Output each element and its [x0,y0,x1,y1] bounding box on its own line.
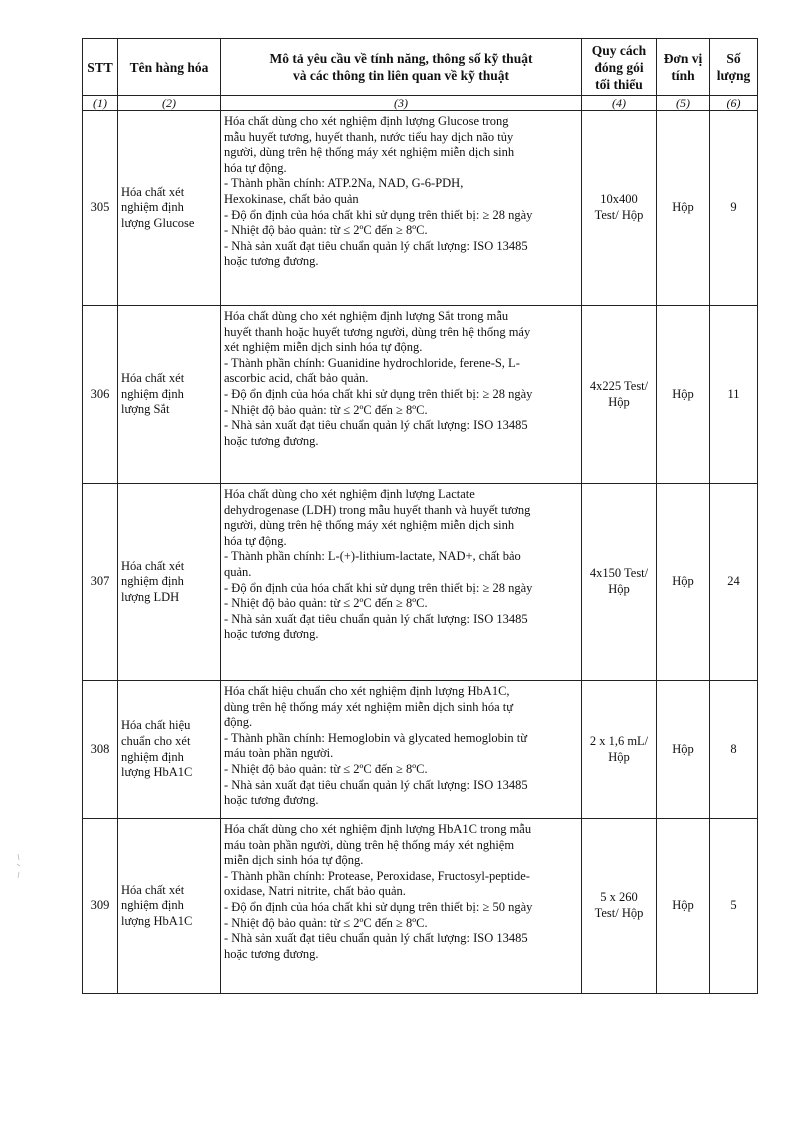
description-line: huyết thanh hoặc huyết tương người, dùng trên hệ thống máy [224,324,531,339]
description-line: - Nhà sản xuất đạt tiêu chuẩn quản lý chất lượng: ISO 13485 [224,418,528,433]
description-line: - Thành phần chính: Protease, Peroxidase, Fructosyl-peptide- [224,868,530,883]
row-item-name [118,484,221,681]
scan-artifact-mark [14,852,24,882]
description-line: người, dùng trên hệ thống máy xét nghiệm miễn dịch sinh [224,145,515,160]
row-stt: 308 [83,681,118,819]
row-unit: Hộp [657,306,710,484]
description-line: - Nhà sản xuất đạt tiêu chuẩn quản lý chất lượng: ISO 13485 [224,611,528,626]
row-unit: Hộp [657,681,710,819]
table-header-row [83,39,758,96]
description-line: hoặc tương đương. [224,946,319,961]
table-row [83,306,758,484]
description-line: dùng trên hệ thống máy xét nghiệm miễn dịch sinh hóa tự [224,699,514,714]
description-line: quản. [224,564,252,579]
header-quantity-line: lượng [716,68,751,83]
row-unit: Hộp [657,819,710,994]
description-line: hoặc tương đương. [224,433,319,448]
header-packaging [582,39,657,96]
row-description [221,306,582,484]
item-name-line: Hóa chất xét [121,882,185,897]
row-stt: 306 [83,306,118,484]
row-unit: Hộp [657,111,710,306]
header-item-name: Tên hàng hóa [118,39,221,96]
header-unit [657,39,710,96]
packaging-line: 4x225 Test/ [589,378,649,393]
description-line: - Thành phần chính: ATP.2Na, NAD, G-6-PDH, [224,176,464,191]
item-name-line: nghiệm định [121,574,184,589]
row-item-name [118,111,221,306]
item-name-line: lượng HbA1C [121,913,193,928]
row-packaging [582,681,657,819]
packaging-line: 4x150 Test/ [589,566,649,581]
packaging-line: Test/ Hộp [594,906,644,920]
row-packaging [582,484,657,681]
item-name-line: nghiệm định [121,898,184,913]
description-line: Hexokinase, chất bảo quản [224,191,359,206]
header-description-line: Mô tả yêu cầu về tính năng, thông số kỹ thuật [269,51,533,66]
item-name-line: nghiệm định [121,749,184,764]
description-line: - Độ ổn định của hóa chất khi sử dụng trên thiết bị: ≥ 28 ngày [224,207,533,222]
row-item-name [118,306,221,484]
description-line: người, dùng trên hệ thống máy xét nghiệm miễn dịch sinh [224,518,515,533]
description-line: hóa tự động. [224,533,287,548]
packaging-line: 5 x 260 [600,890,638,905]
header-stt: STT [83,39,118,96]
description-line: - Nhà sản xuất đạt tiêu chuẩn quản lý chất lượng: ISO 13485 [224,931,528,946]
row-packaging [582,306,657,484]
description-line: - Nhiệt độ bảo quản: từ ≤ 2ºC đến ≥ 8ºC. [224,402,428,417]
table-row [83,819,758,994]
description-line: máu toàn phần người, dùng trên hệ thống máy xét nghiệm [224,837,515,852]
row-unit: Hộp [657,484,710,681]
item-name-line: chuẩn cho xét [121,733,191,748]
description-line: - Nhiệt độ bảo quản: từ ≤ 2ºC đến ≥ 8ºC. [224,761,428,776]
description-line: hoặc tương đương. [224,627,319,642]
description-line: Hóa chất hiệu chuẩn cho xét nghiệm định lượng HbA1C, [224,684,510,698]
header-quantity-line: Số [726,51,741,66]
description-line: ascorbic acid, chất bảo quản. [224,371,369,386]
description-line: - Nhiệt độ bảo quản: từ ≤ 2ºC đến ≥ 8ºC. [224,223,428,238]
description-line: - Độ ổn định của hóa chất khi sử dụng trên thiết bị: ≥ 50 ngày [224,899,533,914]
description-line: - Độ ổn định của hóa chất khi sử dụng trên thiết bị: ≥ 28 ngày [224,386,533,401]
description-line: - Nhiệt độ bảo quản: từ ≤ 2ºC đến ≥ 8ºC. [224,596,428,611]
description-line: mẫu huyết tương, huyết thanh, nước tiểu hay dịch não tủy [224,129,514,144]
packaging-line: 2 x 1,6 mL/ [589,733,649,748]
item-name-line: nghiệm định [121,386,184,401]
header-unit-line: tính [671,68,695,83]
description-line: hoặc tương đương. [224,793,319,808]
table-row [83,681,758,819]
description-line: oxidase, Natri nitrite, chất bảo quản. [224,884,406,899]
row-quantity: 11 [710,306,758,484]
description-line: Hóa chất dùng cho xét nghiệm định lượng Lactate [224,487,475,501]
header-description-line: và các thông tin liên quan về kỹ thuật [292,68,510,83]
column-index: (3) [221,96,582,111]
specification-table [82,38,758,994]
column-index: (4) [582,96,657,111]
item-name-line: lượng Glucose [121,215,195,230]
table-row [83,484,758,681]
description-line: - Nhà sản xuất đạt tiêu chuẩn quản lý chất lượng: ISO 13485 [224,238,528,253]
table-body [83,111,758,994]
item-name-line: lượng HbA1C [121,765,193,780]
header-packaging-line: Quy cách [591,42,647,58]
description-line: Hóa chất dùng cho xét nghiệm định lượng HbA1C trong mẫu [224,822,532,836]
column-index: (1) [83,96,118,111]
column-index: (2) [118,96,221,111]
header-packaging-line: đóng gói [594,59,644,75]
row-quantity: 9 [710,111,758,306]
description-line: - Thành phần chính: Hemoglobin và glycated hemoglobin từ [224,730,528,745]
table-row [83,111,758,306]
description-line: Hóa chất dùng cho xét nghiệm định lượng Glucose trong [224,114,509,128]
item-name-line: Hóa chất xét [121,184,185,199]
description-line: - Nhiệt độ bảo quản: từ ≤ 2ºC đến ≥ 8ºC. [224,915,428,930]
item-name-line: lượng LDH [121,589,180,604]
row-packaging [582,819,657,994]
description-line: xét nghiệm miễn dịch sinh hóa tự động. [224,340,423,355]
row-description [221,681,582,819]
description-line: miễn dịch sinh hóa tự động. [224,853,364,868]
packaging-line: Hộp [608,582,630,596]
item-name-line: lượng Sắt [121,402,170,417]
item-name-line: Hóa chất xét [121,371,185,386]
description-line: - Nhà sản xuất đạt tiêu chuẩn quản lý chất lượng: ISO 13485 [224,777,528,792]
item-name-line: Hóa chất hiệu [121,718,191,733]
description-line: động. [224,715,253,730]
row-quantity: 24 [710,484,758,681]
row-item-name [118,819,221,994]
row-stt: 309 [83,819,118,994]
packaging-line: Hộp [608,394,630,409]
row-quantity: 8 [710,681,758,819]
description-line: máu toàn phần người. [224,746,334,761]
row-description [221,819,582,994]
item-name-line: Hóa chất xét [121,558,185,573]
column-index-row [83,96,758,111]
row-item-name [118,681,221,819]
description-line: dehydrogenase (LDH) trong mẫu huyết thanh và huyết tương [224,502,531,517]
packaging-line: Test/ Hộp [594,208,644,222]
header-description [221,39,582,96]
packaging-line: Hộp [608,749,630,764]
description-line: - Độ ổn định của hóa chất khi sử dụng trên thiết bị: ≥ 28 ngày [224,580,533,595]
row-stt: 305 [83,111,118,306]
description-line: - Thành phần chính: Guanidine hydrochloride, ferene-S, L- [224,355,520,370]
row-description [221,484,582,681]
item-name-line: nghiệm định [121,200,184,215]
column-index: (5) [657,96,710,111]
row-packaging [582,111,657,306]
row-quantity: 5 [710,819,758,994]
header-packaging-line: tối thiểu [595,76,643,92]
description-line: - Thành phần chính: L-(+)-lithium-lactate, NAD+, chất bảo [224,549,521,564]
row-stt: 307 [83,484,118,681]
description-line: Hóa chất dùng cho xét nghiệm định lượng Sắt trong mẫu [224,309,509,323]
description-line: hoặc tương đương. [224,254,319,269]
header-quantity [710,39,758,96]
header-unit-line: Đơn vị [663,51,703,66]
column-index: (6) [710,96,758,111]
description-line: hóa tự động. [224,160,287,175]
row-description [221,111,582,306]
packaging-line: 10x400 [600,192,638,207]
